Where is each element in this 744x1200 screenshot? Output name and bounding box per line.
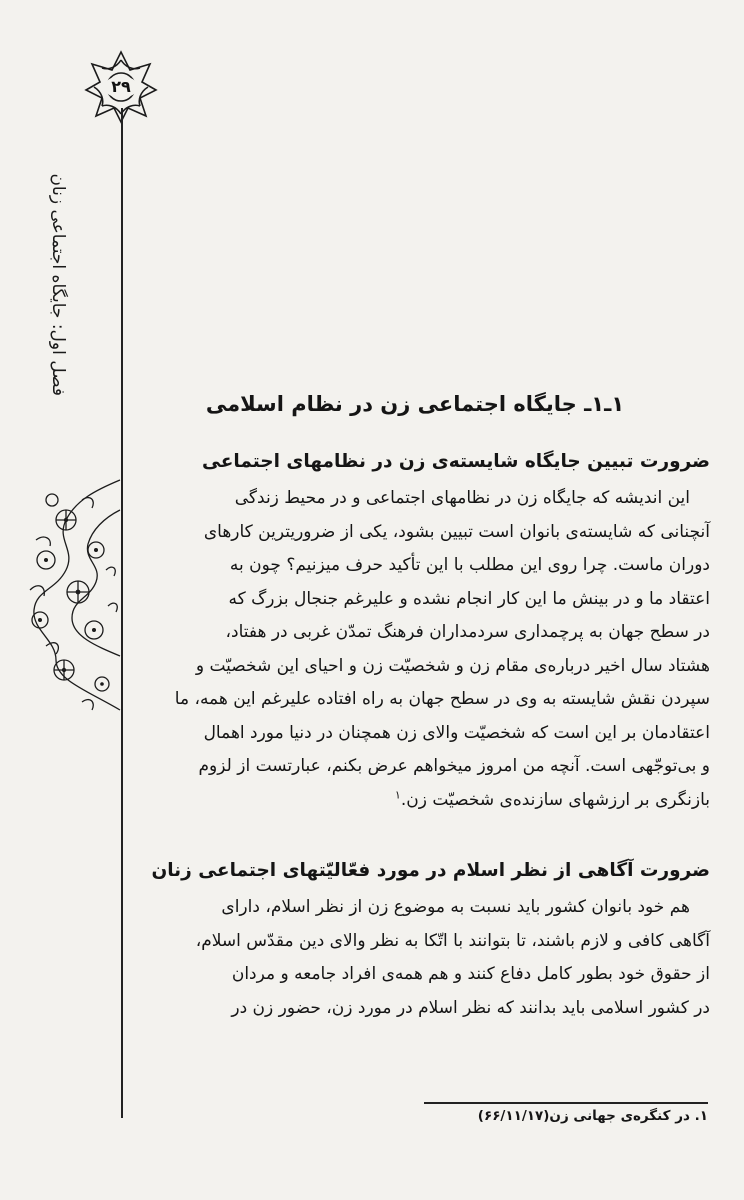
subheading-2: ضرورت آگاهی از نظر اسلام در مورد فعّالیّتهای اجتماعی زنان <box>151 860 710 881</box>
paragraph-line: بازنگری بر ارزشهای سازنده‌ی شخصیّت زن.$^۱$ <box>394 787 710 810</box>
footnote-marker: ۱ <box>394 787 401 801</box>
paragraph-line: در کشور اسلامی باید بدانند که نظر اسلام در مورد زن، حضور زن در <box>231 997 710 1018</box>
paragraph-line: اعتقاد ما و در بینش ما این کار انجام نشده و علیرغم جنجال بزرگ که <box>228 588 710 609</box>
section-title: ۱ـ۱ـ جایگاه اجتماعی زن در نظام اسلامی <box>205 392 625 416</box>
footnote: ۱. در کنگره‌ی جهانی زن(۶۶/۱۱/۱۷) <box>477 1108 708 1124</box>
paragraph-line: هشتاد سال اخیر درباره‌ی مقام زن و شخصیّت زن و احیای این شخصیّت و <box>195 655 710 676</box>
paragraph-line: از حقوق خود بطور کامل دفاع کنند و هم همه‌ی افراد جامعه و مردان <box>231 964 710 984</box>
paragraph-line: و بی‌توجّهی است. آنچه من امروز میخواهم عرض بکنم، عبارتست از لزوم <box>198 756 710 776</box>
paragraph-line: سپردن نقش شایسته به وی در سطح جهان به راه افتاده علیرغم این همه، ما <box>174 689 710 709</box>
paragraph-line: در سطح جهان به پرچمداری سردمداران فرهنگ تمدّن غربی در هفتاد، <box>225 622 710 642</box>
floral-ornament-icon <box>16 470 128 720</box>
paragraph-1 <box>150 482 710 817</box>
page-number: ۲۹ <box>104 76 138 98</box>
paragraph-2 <box>150 891 710 1025</box>
paragraph-line: آگاهی کافی و لازم باشند، تا بتوانند با اتّکا به نظر والای دین مقدّس اسلام، <box>195 930 710 951</box>
running-head: فصل اول: جایگاه اجتماعی زنان <box>48 173 68 396</box>
subheading-1: ضرورت تبیین جایگاه شایسته‌ی زن در نظامهای اجتماعی <box>202 451 710 472</box>
paragraph-line: اعتقادمان بر این است که شخصیّت والای زن همچنان در دنیا مورد اهمال <box>203 722 710 743</box>
paragraph-line: آنچنانی که شایسته‌ی بانوان است تبیین بشود، یکی از ضروریترین کارهای <box>203 521 710 542</box>
paragraph-line: این اندیشه که جایگاه زن در نظامهای اجتماعی و در محیط زندگی <box>234 488 690 508</box>
paragraph-line: هم خود بانوان کشور باید نسبت به موضوع زن از نظر اسلام، دارای <box>221 897 690 917</box>
paragraph-line: دوران ماست. چرا روی این مطلب با این تأکید حرف میزنیم؟ چون به <box>229 555 710 575</box>
body-text <box>150 384 710 1025</box>
footnote-rule <box>424 1102 708 1104</box>
